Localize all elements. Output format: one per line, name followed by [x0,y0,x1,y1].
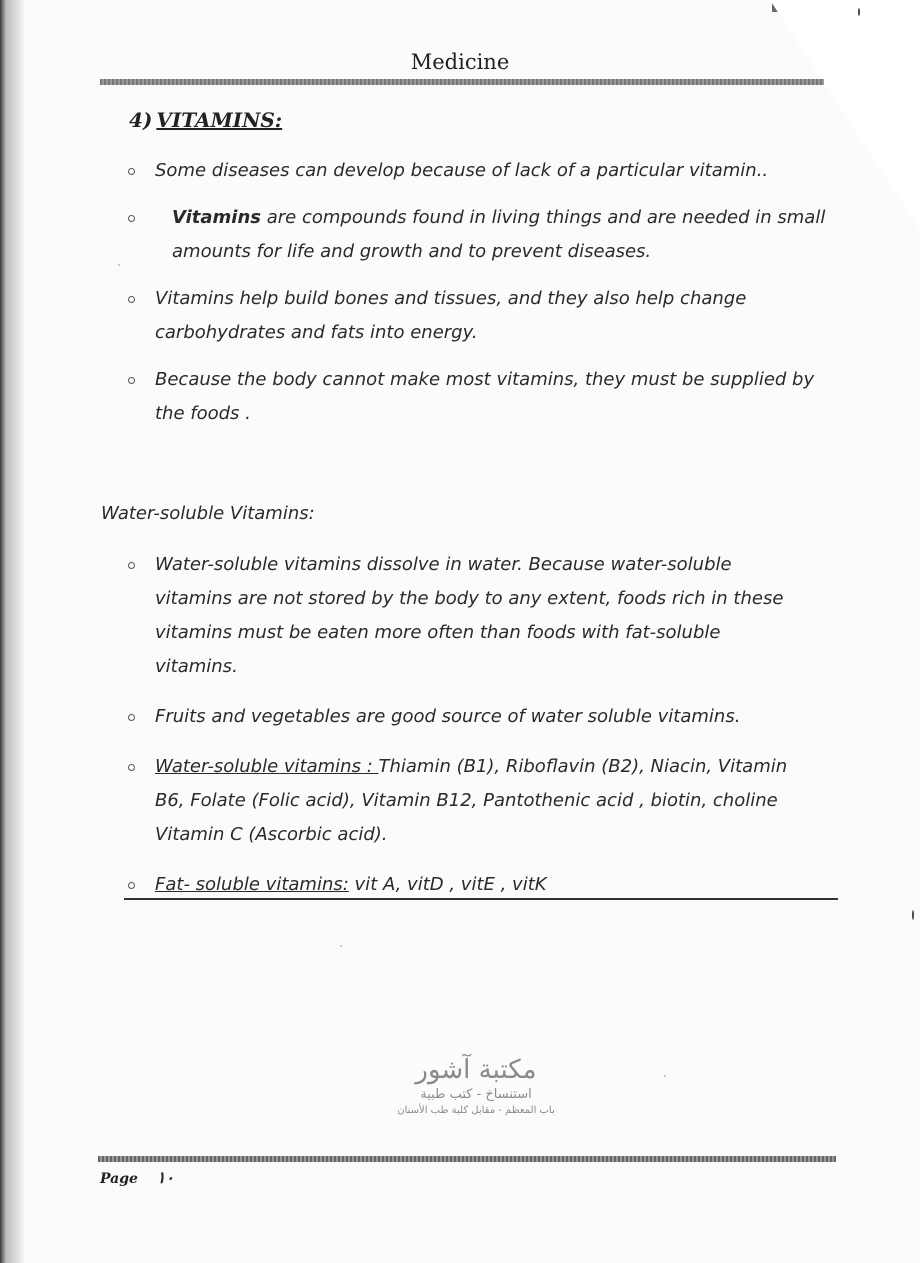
scan-speck [664,1075,666,1077]
scan-speck [118,264,120,266]
list-item [126,700,806,734]
section-title: VITAMINS: [156,108,283,132]
bullet-bold-term: Vitamins [172,207,261,228]
bullet-text: Vitamins help build bones and tissues, and they also help change carbohydrates and fats into energy. [155,288,747,343]
list-item [126,282,836,350]
intro-bullet-list [126,154,836,431]
scan-speck [858,8,860,16]
bullet-text: are compounds found in living things and are needed in small amounts for life and growth and to prevent diseases. [172,207,826,262]
section-heading [129,108,282,132]
bullet-icon [128,764,135,771]
water-soluble-heading: Water-soluble Vitamins: [101,503,315,524]
bullet-icon [128,882,135,889]
bullet-icon [128,296,135,303]
bullet-icon [128,562,135,569]
list-item [126,750,806,852]
footer-rule [98,1156,836,1162]
bullet-text: Fruits and vegetables are good source of water soluble vitamins. [155,706,741,727]
list-item [126,154,836,188]
stamp-line-3: باب المعظم - مقابل كلية طب الأسنان [397,1105,555,1116]
scan-left-edge [0,0,24,1263]
content-end-rule [124,898,838,900]
page-label: Page [100,1171,138,1187]
scan-speck [912,910,914,920]
list-item [126,548,806,684]
water-soluble-bullet-list [126,548,806,902]
bullet-text: vit A, vitD , vitE , vitK [348,874,547,895]
stamp-line-1: مكتبة آشور [415,1055,537,1085]
list-item [126,868,806,902]
bullet-label: Water-soluble vitamins : [155,756,379,777]
bullet-label: Fat- soluble vitamins: [155,874,349,895]
page-number: ١٠ [156,1168,174,1187]
section-number: 4) [129,108,153,132]
page-footer [100,1168,174,1187]
list-item [126,201,836,269]
bullet-icon [128,714,135,721]
bullet-text: Water-soluble vitamins dissolve in water. Because water-soluble vitamins are not stored by the body to any extent, foods rich in these vitamins must be eaten more often than foods with fat-soluble vitamins. [155,554,784,677]
library-stamp [366,1054,586,1134]
bullet-text: Some diseases can develop because of lack of a particular vitamin.. [155,160,769,181]
bullet-text: Because the body cannot make most vitamins, they must be supplied by the foods . [155,369,815,424]
page-header-title: Medicine [410,50,510,74]
stamp-line-2: استنساخ - كتب طبية [420,1087,532,1102]
bullet-icon [128,377,135,384]
bullet-text: Thiamin (B1), Riboflavin (B2), Niacin, Vitamin B6, Folate (Folic acid), Vitamin B12, Pantothenic acid , biotin, choline Vitamin C (Ascorbic acid). [155,756,788,845]
scan-speck [340,945,342,947]
list-item [126,363,836,431]
bullet-icon [128,215,135,222]
header-rule [100,79,824,85]
bullet-icon [128,168,135,175]
